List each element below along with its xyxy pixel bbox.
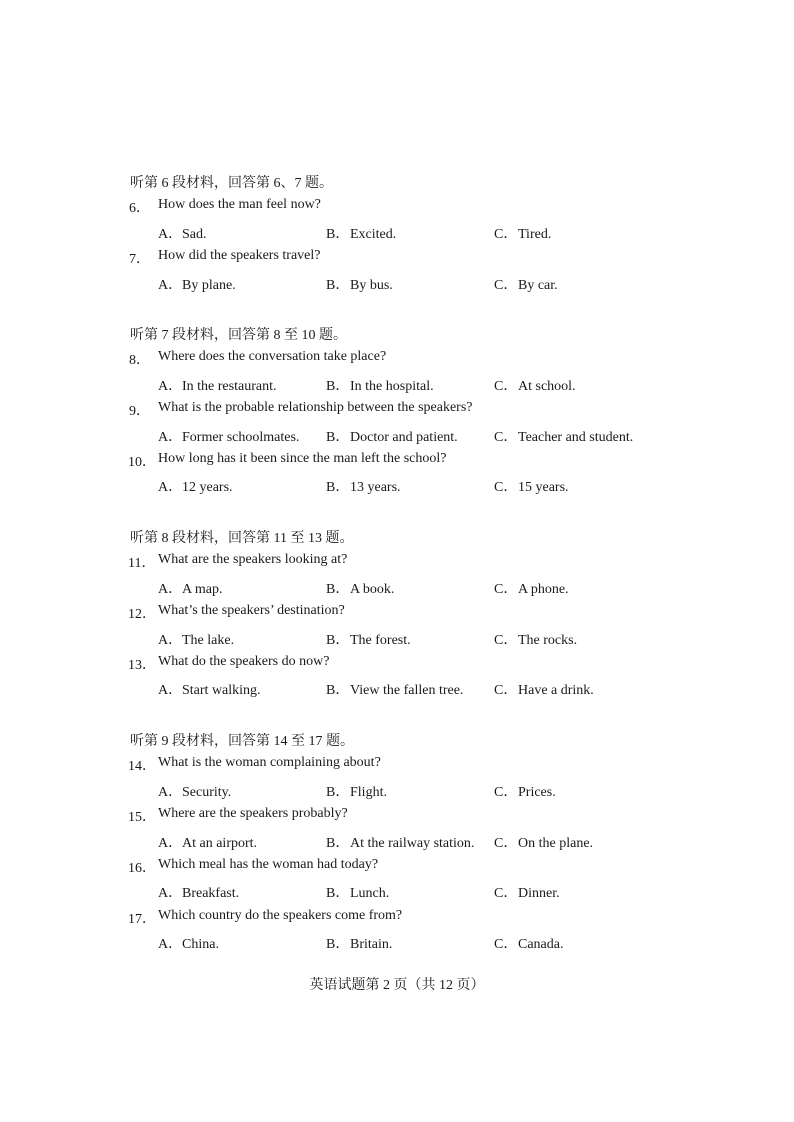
question-text: Which country do the speakers come from?: [158, 907, 403, 923]
option-text: Flight.: [350, 784, 387, 800]
answer-option-c[interactable]: [494, 629, 577, 649]
option-text: Dinner.: [518, 886, 560, 902]
answer-option-a[interactable]: [158, 882, 239, 902]
option-letter: A．: [158, 683, 183, 699]
option-text: The rocks.: [518, 632, 578, 648]
option-letter: B．: [326, 581, 350, 597]
option-letter: A．: [158, 784, 183, 800]
answer-option-a[interactable]: [158, 274, 236, 294]
answer-option-b[interactable]: [326, 223, 396, 243]
option-letter: A．: [158, 937, 183, 953]
option-text: Excited.: [350, 226, 397, 242]
question-number: 8．: [129, 353, 150, 369]
answer-option-a[interactable]: [158, 933, 219, 953]
answer-option-a[interactable]: [158, 476, 233, 496]
section-header: 听第 7 段材料，回答第 8 至 10 题。: [130, 328, 347, 343]
option-text: Prices.: [518, 784, 556, 800]
option-text: 15 years.: [518, 480, 569, 496]
option-letter: B．: [326, 886, 350, 902]
option-letter: C．: [494, 835, 518, 851]
option-text: View the fallen tree.: [350, 683, 464, 699]
answer-option-c[interactable]: [494, 882, 560, 902]
question-number: 12．: [128, 607, 156, 623]
option-letter: B．: [326, 480, 350, 496]
option-letter: B．: [326, 378, 350, 394]
option-text: Have a drink.: [518, 683, 594, 699]
question-text: How did the speakers travel?: [158, 248, 321, 264]
option-text: 12 years.: [182, 480, 233, 496]
answer-option-a[interactable]: [158, 832, 257, 852]
answer-option-b[interactable]: [326, 426, 458, 446]
option-letter: A．: [158, 480, 183, 496]
question-number: 11．: [128, 556, 156, 572]
question-text: How does the man feel now?: [158, 197, 321, 213]
question-text: What is the woman complaining about?: [158, 755, 381, 771]
option-letter: B．: [326, 937, 350, 953]
answer-option-c[interactable]: [494, 781, 556, 801]
option-text: On the plane.: [518, 835, 594, 851]
option-letter: C．: [494, 632, 518, 648]
question-number: 13．: [128, 658, 156, 673]
option-text: At school.: [518, 378, 576, 394]
option-letter: B．: [326, 784, 350, 800]
option-letter: B．: [326, 632, 350, 648]
option-text: A map.: [182, 581, 223, 597]
answer-option-a[interactable]: [158, 679, 261, 699]
option-text: In the restaurant.: [182, 378, 277, 394]
option-letter: A．: [158, 378, 183, 394]
question-text: What are the speakers looking at?: [158, 552, 348, 568]
section-header: 听第 6 段材料，回答第 6、7 题。: [130, 176, 333, 191]
question-text: What’s the speakers’ destination?: [158, 603, 345, 619]
answer-option-a[interactable]: [158, 223, 207, 243]
option-text: The forest.: [350, 632, 411, 648]
option-text: China.: [182, 937, 219, 953]
option-text: Security.: [182, 784, 232, 800]
question-text: Where does the conversation take place?: [158, 349, 387, 365]
option-letter: A．: [158, 429, 183, 445]
answer-option-c[interactable]: [494, 274, 558, 294]
option-letter: C．: [494, 429, 518, 445]
answer-option-a[interactable]: [158, 578, 222, 598]
answer-option-b[interactable]: [326, 882, 389, 902]
option-text: At the railway station.: [350, 835, 475, 851]
question-number: 9．: [129, 404, 150, 420]
question-number: 17．: [128, 911, 156, 927]
option-text: By bus.: [350, 277, 393, 293]
option-letter: B．: [326, 683, 350, 699]
question-number: 6．: [129, 201, 150, 217]
option-text: Britain.: [350, 937, 393, 953]
option-letter: A．: [158, 835, 183, 851]
option-text: By car.: [518, 277, 558, 293]
question-text: How long has it been since the man left the school?: [158, 451, 447, 466]
question-text: What is the probable relationship between the speakers?: [158, 400, 473, 416]
answer-option-c[interactable]: [494, 578, 569, 598]
answer-option-b[interactable]: [326, 933, 392, 953]
answer-option-b[interactable]: [326, 781, 387, 801]
answer-option-b[interactable]: [326, 578, 394, 598]
option-letter: C．: [494, 581, 518, 597]
answer-option-c[interactable]: [494, 933, 563, 953]
option-letter: B．: [326, 429, 350, 445]
answer-option-c[interactable]: [494, 223, 551, 243]
question-number: 7．: [129, 252, 150, 268]
option-letter: C．: [494, 226, 518, 242]
question-text: Where are the speakers probably?: [158, 806, 348, 822]
answer-option-c[interactable]: [494, 426, 633, 446]
answer-option-a[interactable]: [158, 375, 276, 395]
answer-option-b[interactable]: [326, 375, 434, 395]
option-letter: A．: [158, 226, 183, 242]
option-letter: C．: [494, 937, 518, 953]
option-letter: B．: [326, 835, 350, 851]
option-text: Breakfast.: [182, 886, 240, 902]
answer-option-b[interactable]: [326, 679, 463, 699]
option-text: At an airport.: [182, 835, 258, 851]
option-letter: A．: [158, 632, 183, 648]
section-header: 听第 9 段材料，回答第 14 至 17 题。: [130, 734, 354, 749]
option-letter: C．: [494, 480, 518, 496]
answer-option-a[interactable]: [158, 426, 299, 446]
question-text: Which meal has the woman had today?: [158, 857, 379, 872]
option-letter: A．: [158, 886, 183, 902]
answer-option-b[interactable]: [326, 476, 401, 496]
option-text: In the hospital.: [350, 378, 434, 394]
question-number: 14．: [128, 759, 156, 775]
question-text: What do the speakers do now?: [158, 654, 330, 669]
option-text: By plane.: [182, 277, 236, 293]
answer-option-a[interactable]: [158, 781, 231, 801]
option-text: The lake.: [182, 632, 235, 648]
answer-option-c[interactable]: [494, 832, 593, 852]
question-number: 16．: [128, 861, 156, 876]
answer-option-c[interactable]: [494, 476, 569, 496]
option-letter: C．: [494, 886, 518, 902]
option-text: Teacher and student.: [518, 429, 634, 445]
option-letter: A．: [158, 581, 183, 597]
option-letter: B．: [326, 277, 350, 293]
answer-option-c[interactable]: [494, 679, 594, 699]
option-letter: C．: [494, 683, 518, 699]
option-letter: C．: [494, 784, 518, 800]
answer-option-a[interactable]: [158, 629, 234, 649]
answer-option-b[interactable]: [326, 274, 393, 294]
option-text: Tired.: [518, 226, 552, 242]
answer-option-b[interactable]: [326, 832, 474, 852]
answer-option-c[interactable]: [494, 375, 576, 395]
option-letter: A．: [158, 277, 183, 293]
section-header: 听第 8 段材料，回答第 11 至 13 题。: [130, 531, 354, 546]
option-letter: C．: [494, 277, 518, 293]
option-letter: B．: [326, 226, 350, 242]
question-number: 15．: [128, 810, 156, 826]
option-text: Sad.: [182, 226, 207, 242]
option-text: Doctor and patient.: [350, 429, 458, 445]
option-text: Lunch.: [350, 886, 390, 902]
option-text: Former schoolmates.: [182, 429, 300, 445]
option-text: A phone.: [518, 581, 569, 597]
page-footer: 英语试题第 2 页（共 12 页）: [309, 978, 485, 993]
answer-option-b[interactable]: [326, 629, 411, 649]
option-letter: C．: [494, 378, 518, 394]
option-text: Start walking.: [182, 683, 261, 699]
option-text: A book.: [350, 581, 395, 597]
option-text: Canada.: [518, 937, 564, 953]
question-number: 10．: [128, 455, 156, 470]
option-text: 13 years.: [350, 480, 401, 496]
